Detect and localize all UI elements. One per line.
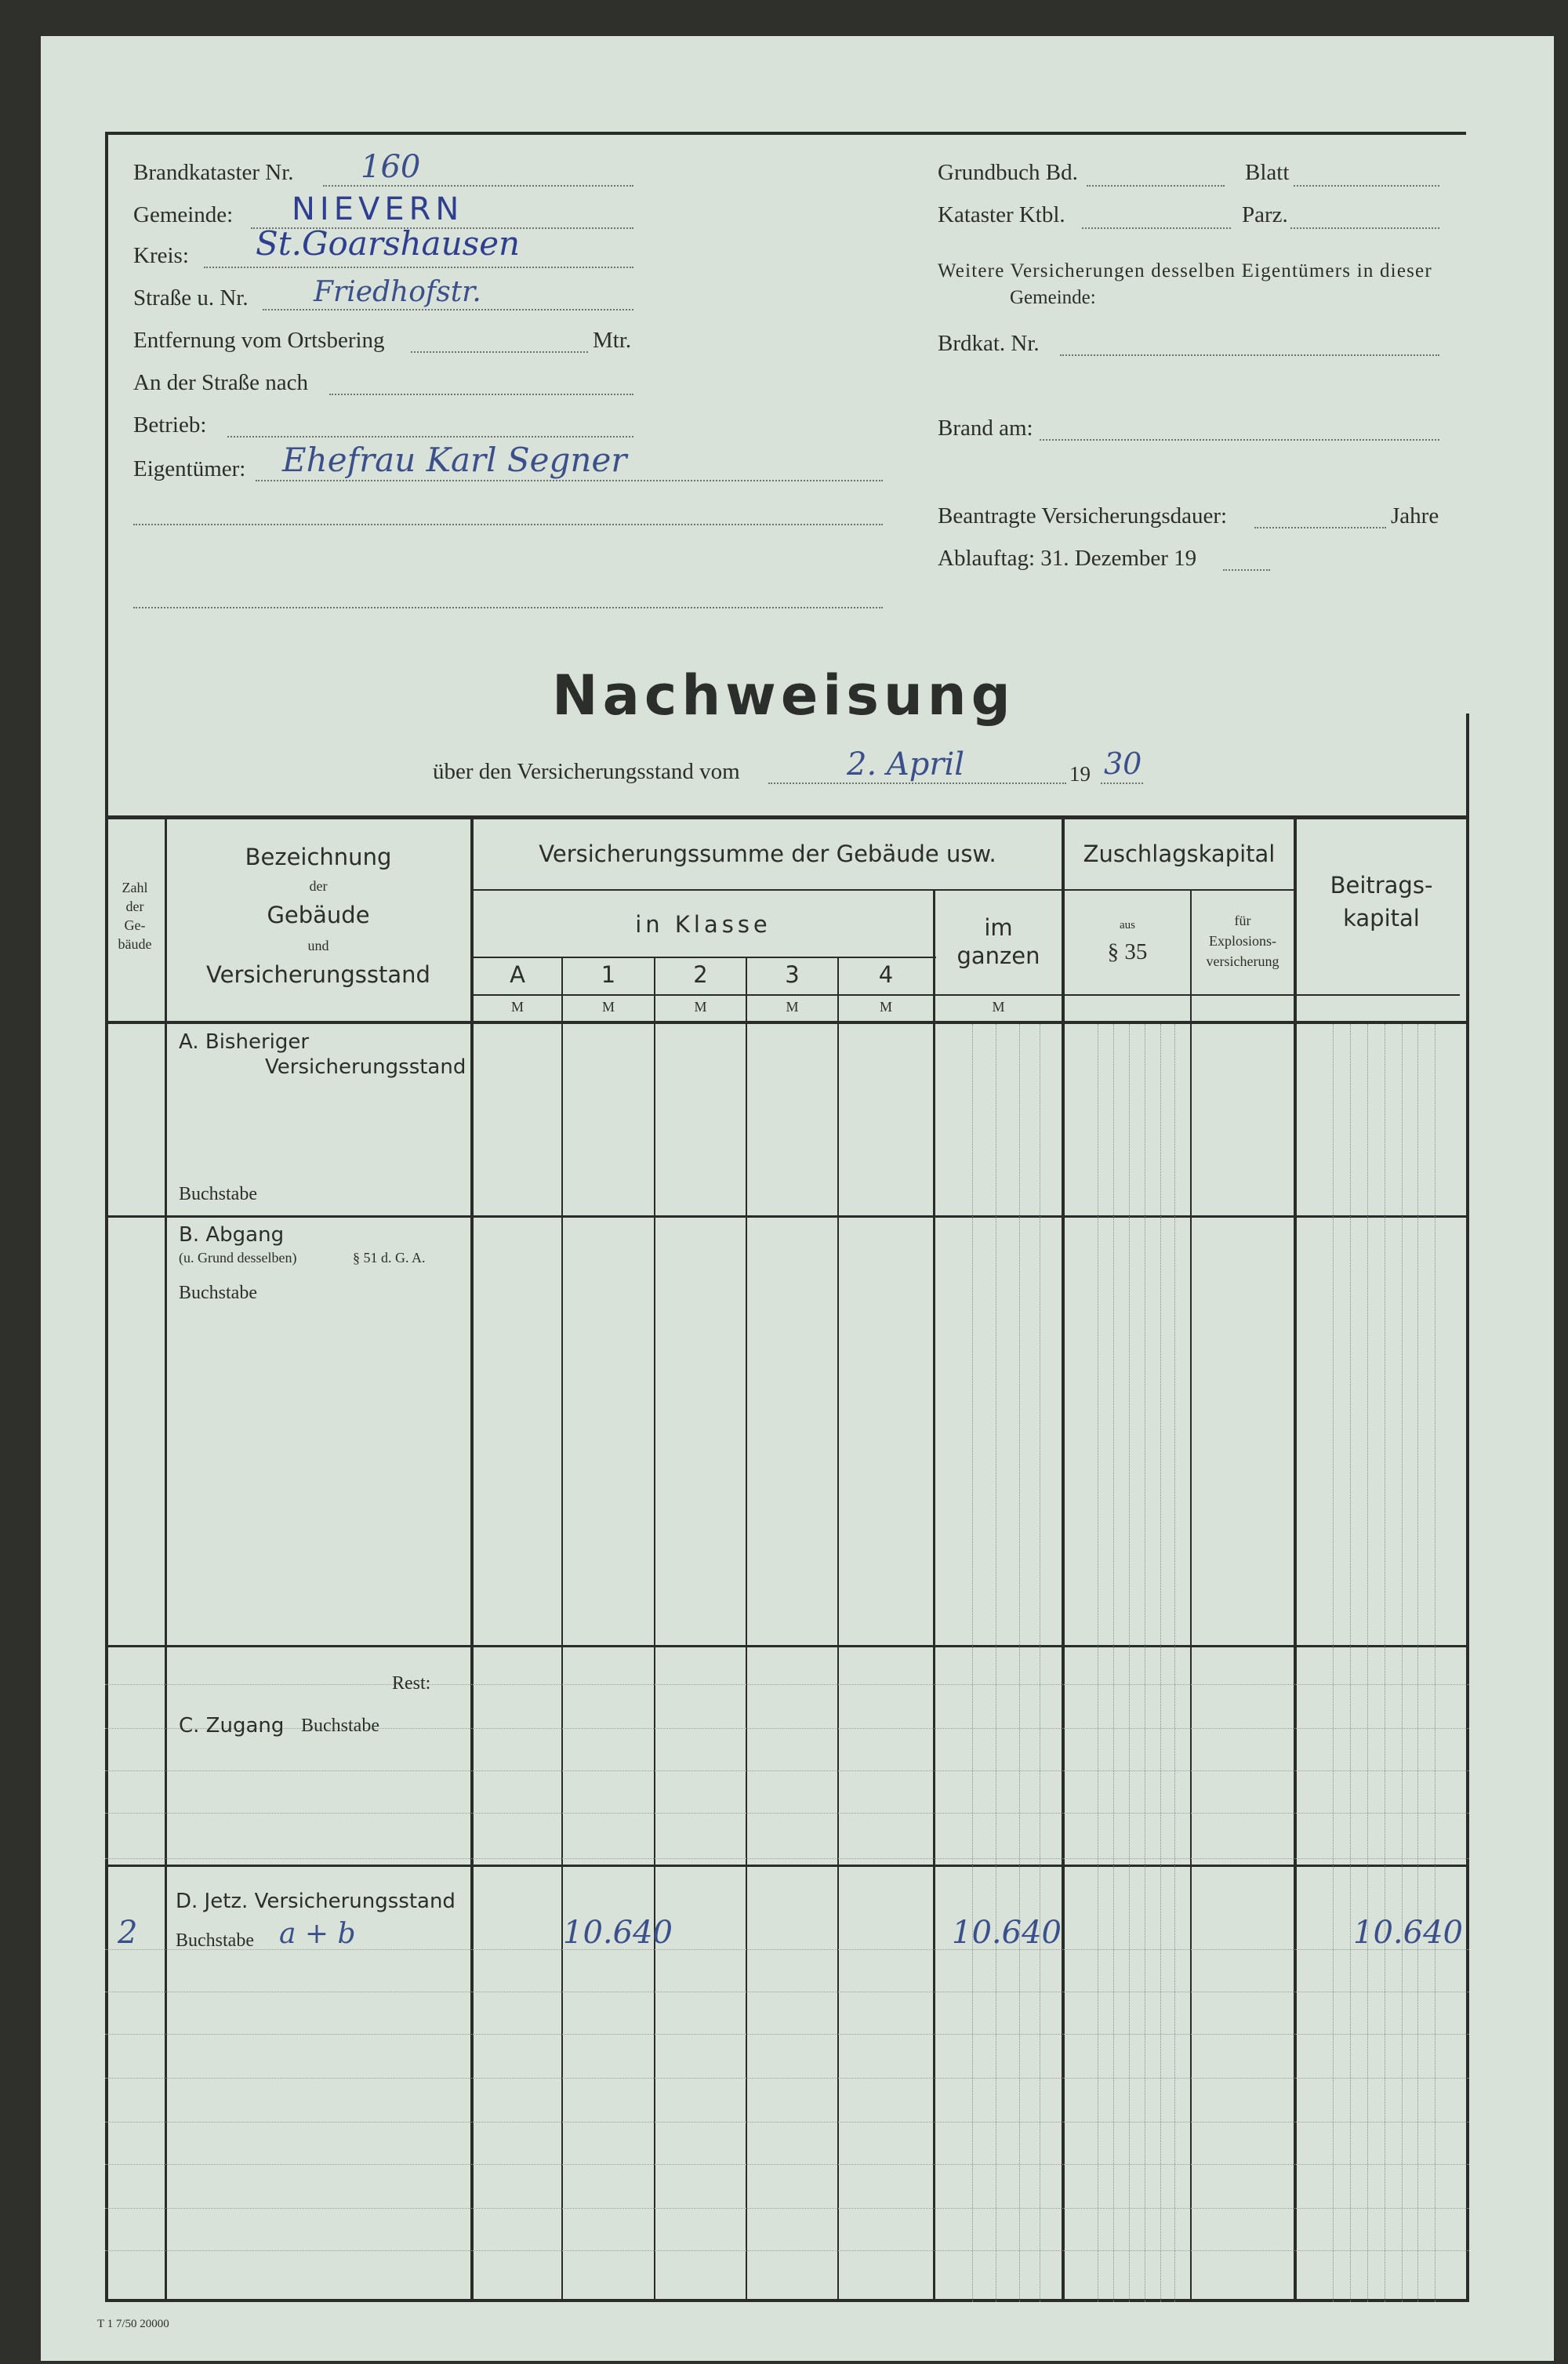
- col-line-3: [837, 957, 839, 2302]
- col-bez-4: und: [307, 938, 329, 953]
- eigentuemer-value: Ehefrau Karl Segner: [282, 441, 627, 479]
- row-rule: [105, 1858, 1469, 1859]
- ruling: [1333, 1024, 1334, 2302]
- gemeinde-label: Gemeinde:: [133, 202, 234, 227]
- ruling: [1350, 1024, 1351, 2302]
- section-a-title: A. Bisheriger: [179, 1030, 310, 1054]
- row-rule: [105, 2122, 1469, 2123]
- subtitle-year-prefix: 19: [1069, 762, 1091, 786]
- par35-label: § 35: [1107, 939, 1148, 964]
- col-line-aus: [1190, 889, 1192, 2302]
- gemeinde-stamp: NIEVERN: [292, 191, 464, 227]
- footer-code: T 1 7/50 20000: [97, 2318, 169, 2330]
- section-b-buchstabe: Buchstabe: [179, 1283, 257, 1303]
- row-rule: [105, 1684, 1469, 1685]
- col-zahl-line-1: Zahl: [122, 880, 148, 895]
- section-b-grund: (u. Grund desselben): [179, 1250, 297, 1266]
- ablauf-label: Ablauftag: 31. Dezember 19: [938, 546, 1197, 571]
- section-d-buchstabe: Buchstabe: [176, 1930, 254, 1951]
- klasse-1: 1: [601, 961, 616, 988]
- row-rule: [105, 1813, 1469, 1814]
- brdkat-label: Brdkat. Nr.: [938, 331, 1040, 356]
- unit-4: M: [879, 999, 892, 1015]
- brandkataster-value: 160: [361, 149, 421, 185]
- klasse-a: A: [510, 961, 525, 988]
- zuschlag-header: Zuschlagskapital: [1083, 841, 1276, 867]
- ruling: [1367, 1024, 1368, 2302]
- section-a-buchstabe: Buchstabe: [179, 1184, 257, 1204]
- row-rule: [105, 2164, 1469, 2165]
- col-zahl-line-3: Ge-: [124, 917, 146, 933]
- fuer-label: für: [1234, 913, 1251, 928]
- ruling: [1129, 1024, 1130, 2302]
- table-header-bottom: [105, 1021, 1469, 1024]
- ruling: [1174, 1024, 1175, 2302]
- klasse-line-2: [474, 994, 1460, 996]
- unit-2: M: [694, 999, 707, 1015]
- in-klasse-header: in Klasse: [635, 911, 771, 938]
- beitrags-header-1: Beitrags-: [1330, 872, 1433, 899]
- entfernung-label: Entfernung vom Ortsbering: [133, 328, 385, 353]
- section-c-buchstabe: Buchstabe: [301, 1716, 379, 1736]
- unit-ganzen: M: [992, 999, 1005, 1015]
- section-c-bottom: [105, 1865, 1469, 1867]
- ruling: [1160, 1024, 1161, 2302]
- row-rule: [105, 1770, 1469, 1771]
- col-zahl-line-2: der: [125, 899, 144, 914]
- im-ganzen-1: im: [984, 914, 1013, 941]
- col-bez-3: Gebäude: [267, 902, 370, 928]
- col-bez-5: Versicherungsstand: [206, 961, 430, 988]
- section-d-title: D. Jetz. Versicherungsstand: [176, 1890, 456, 1913]
- section-d-zahl: 2: [118, 1915, 138, 1951]
- ruling: [1019, 1024, 1020, 2302]
- entfernung-unit: Mtr.: [593, 328, 632, 353]
- rest-label: Rest:: [392, 1673, 431, 1694]
- section-a-bottom: [105, 1215, 1469, 1218]
- col-zahl-line-4: bäude: [118, 936, 152, 952]
- section-d-buchstabe-value: a + b: [279, 1918, 356, 1950]
- unit-1: M: [601, 999, 615, 1015]
- col-line-ganzen: [1062, 815, 1065, 2302]
- col-bez-1: Bezeichnung: [245, 844, 392, 870]
- kreis-label: Kreis:: [133, 243, 189, 268]
- aus-label: aus: [1120, 919, 1135, 931]
- beitrags-header-2: kapital: [1343, 905, 1420, 931]
- subtitle-label: über den Versicherungsstand vom: [433, 759, 740, 784]
- kreis-stamp: St.Goarshausen: [256, 224, 521, 263]
- versicherungssumme-header: Versicherungssumme der Gebäude usw.: [539, 841, 996, 867]
- col-line-zahl: [165, 815, 167, 2302]
- col-line-a: [561, 957, 563, 2302]
- row-rule: [105, 2034, 1469, 2035]
- section-a-title-2: Versicherungsstand: [265, 1055, 466, 1079]
- section-b-paragraph: § 51 d. G. A.: [353, 1250, 426, 1266]
- ruling: [1113, 1024, 1114, 2302]
- ruling: [1402, 1024, 1403, 2302]
- im-ganzen-2: ganzen: [956, 942, 1040, 969]
- col-line-explosion: [1294, 815, 1297, 2302]
- col-line-bez: [470, 815, 474, 2302]
- section-d-beitrag-value: 10.640: [1353, 1915, 1463, 1951]
- section-c-title: C. Zugang: [179, 1714, 285, 1738]
- subtitle-year-value: 30: [1104, 746, 1142, 781]
- row-rule: [105, 2078, 1469, 2079]
- col-line-2: [746, 957, 747, 2302]
- col-line-1: [654, 957, 655, 2302]
- header-sub-line: [474, 889, 1297, 891]
- grundbuch-label: Grundbuch Bd.: [938, 160, 1078, 185]
- ruling: [1417, 1024, 1418, 2302]
- weitere-label-2: Gemeinde:: [1010, 287, 1096, 308]
- table-top-line: [105, 815, 1469, 819]
- kataster-label: Kataster Ktbl.: [938, 202, 1065, 227]
- col-zahl-header: [105, 878, 165, 953]
- dauer-unit: Jahre: [1391, 503, 1439, 528]
- brand-label: Brand am:: [938, 416, 1033, 441]
- col-bez-2: der: [309, 878, 328, 894]
- eigentuemer-label: Eigentümer:: [133, 456, 246, 481]
- ruling: [1435, 1024, 1436, 2302]
- explosion-label-2: versicherung: [1206, 953, 1279, 969]
- an-der-strasse-label: An der Straße nach: [133, 370, 309, 395]
- blatt-label: Blatt: [1245, 160, 1290, 185]
- row-rule: [105, 2208, 1469, 2209]
- unit-3: M: [786, 999, 799, 1015]
- klasse-line-1: [474, 957, 936, 958]
- unit-a: M: [510, 999, 524, 1015]
- klasse-3: 3: [785, 961, 800, 988]
- klasse-2: 2: [693, 961, 708, 988]
- section-b-title: B. Abgang: [179, 1223, 285, 1247]
- frame-gap: [1466, 132, 1469, 714]
- row-rule: [105, 2250, 1469, 2251]
- betrieb-label: Betrieb:: [133, 412, 207, 438]
- strasse-value: Friedhofstr.: [314, 276, 481, 308]
- section-d-im-ganzen-value: 10.640: [952, 1915, 1062, 1951]
- col-line-4: [933, 889, 935, 2302]
- weitere-label: Weitere Versicherungen desselben Eigentümers in dieser: [938, 260, 1432, 281]
- section-b-bottom: [105, 1645, 1469, 1647]
- strasse-label: Straße u. Nr.: [133, 285, 249, 310]
- ruling: [972, 1024, 973, 2302]
- parz-label: Parz.: [1242, 202, 1288, 227]
- section-d-klasse-1-value: 10.640: [563, 1915, 673, 1951]
- brandkataster-label: Brandkataster Nr.: [133, 160, 294, 185]
- page-title: Nachweisung: [552, 663, 1015, 728]
- explosion-label-1: Explosions-: [1208, 933, 1276, 949]
- subtitle-date: 2. April: [847, 746, 965, 783]
- dauer-label: Beantragte Versicherungsdauer:: [938, 503, 1228, 528]
- klasse-4: 4: [878, 961, 894, 988]
